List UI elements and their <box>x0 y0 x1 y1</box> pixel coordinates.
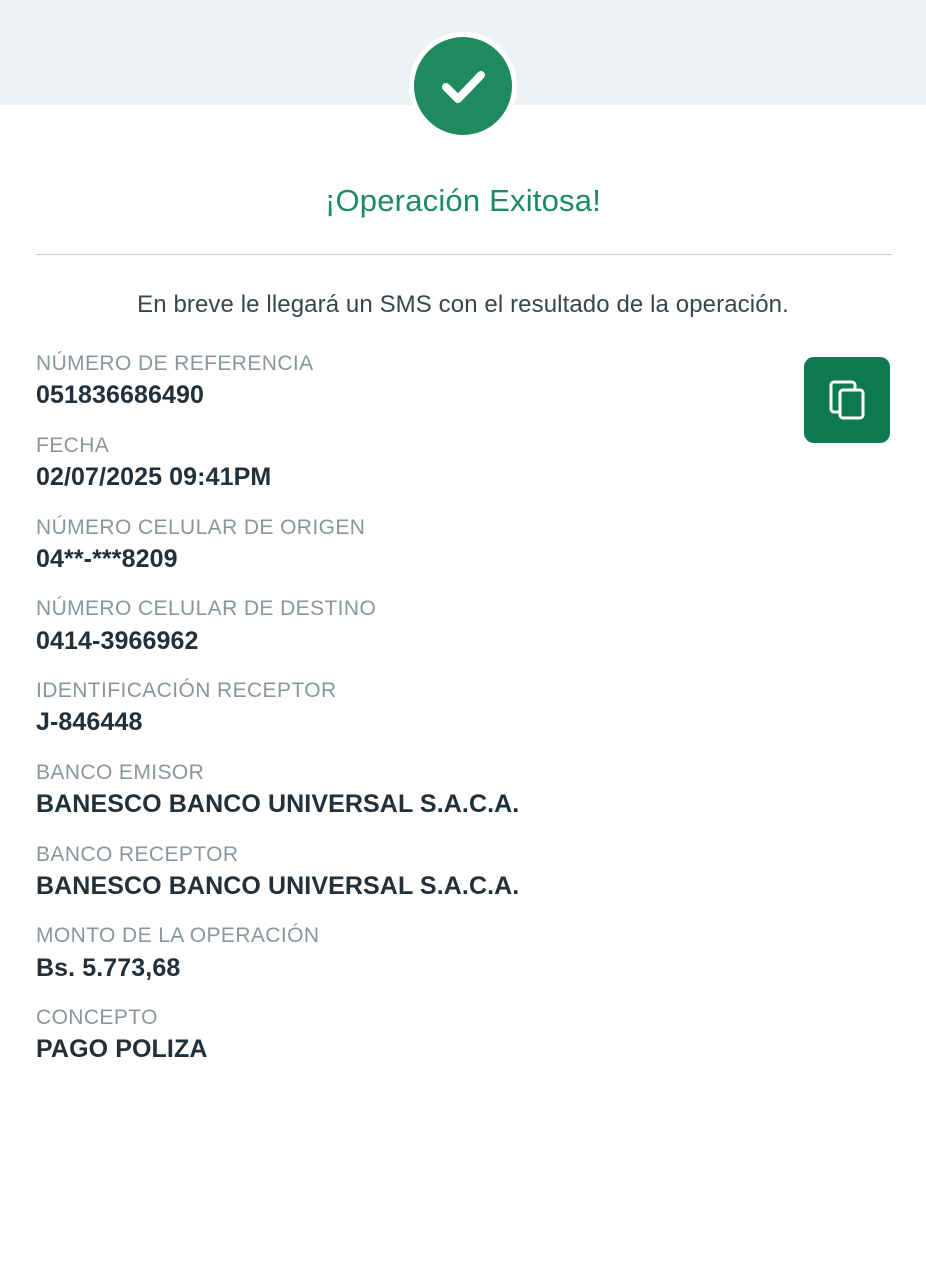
field-label: IDENTIFICACIÓN RECEPTOR <box>36 679 337 702</box>
field-value: 0414-3966962 <box>36 626 199 655</box>
copy-icon <box>826 379 868 421</box>
field-value: Bs. 5.773,68 <box>36 953 181 982</box>
receipt-field <box>36 760 890 821</box>
field-value: 02/07/2025 09:41PM <box>36 463 272 491</box>
receipt-field <box>36 1005 890 1066</box>
main-content <box>0 183 926 1066</box>
receipt-field <box>36 678 890 739</box>
field-value: J-846448 <box>36 708 143 737</box>
receipt-field <box>36 596 890 657</box>
receipt-details <box>36 351 890 1066</box>
field-value: BANESCO BANCO UNIVERSAL S.A.C.A. <box>36 790 520 818</box>
field-value: BANESCO BANCO UNIVERSAL S.A.C.A. <box>36 871 520 900</box>
field-label: MONTO DE LA OPERACIÓN <box>36 924 320 948</box>
receipt-field <box>36 515 890 576</box>
receipt-field <box>36 351 890 412</box>
field-label: NÚMERO CELULAR DE DESTINO <box>36 597 377 621</box>
field-label: NÚMERO CELULAR DE ORIGEN <box>36 515 366 539</box>
field-label: NÚMERO DE REFERENCIA <box>36 352 314 375</box>
copy-button[interactable] <box>804 357 890 443</box>
page-title: ¡Operación Exitosa! <box>324 183 602 218</box>
header-band <box>0 0 926 105</box>
receipt-field <box>36 923 890 984</box>
field-value: 051836686490 <box>36 381 205 410</box>
check-circle-icon <box>414 37 512 135</box>
receipt-field <box>36 433 890 494</box>
field-value: PAGO POLIZA <box>36 1035 208 1064</box>
field-label: CONCEPTO <box>36 1006 158 1029</box>
field-value: 04**-***8209 <box>36 544 178 573</box>
success-icon-wrapper <box>409 32 517 140</box>
field-label: BANCO EMISOR <box>36 760 205 784</box>
field-label: BANCO RECEPTOR <box>36 842 239 866</box>
receipt-field <box>36 842 890 903</box>
field-label: FECHA <box>36 433 110 457</box>
divider <box>36 254 892 255</box>
sms-note: En breve le llegará un SMS con el resultado de la operación. <box>137 291 789 318</box>
